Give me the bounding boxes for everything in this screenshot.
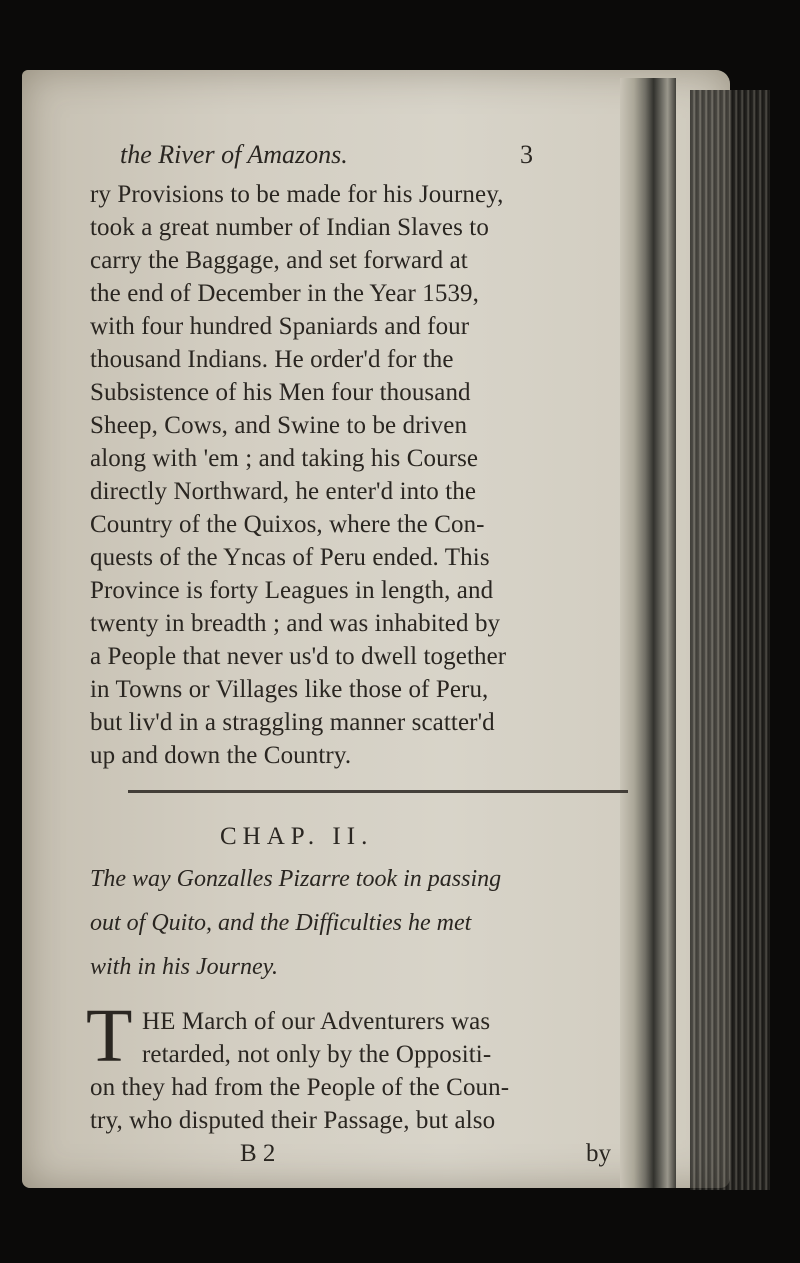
body-text: [90, 178, 650, 772]
running-header: [90, 140, 650, 178]
chapter-heading: CHAP. II.: [220, 823, 374, 850]
text-line: thousand Indians. He order'd for the: [90, 346, 454, 373]
page-edges: [690, 90, 770, 1190]
text-line: but liv'd in a straggling manner scatter'd: [90, 709, 495, 736]
text-line: Subsistence of his Men four thousand: [90, 379, 471, 406]
text-line: quests of the Yncas of Peru ended. This: [90, 544, 490, 571]
text-line: in Towns or Villages like those of Peru,: [90, 676, 489, 703]
catchword: by: [586, 1140, 611, 1167]
page-footer: [90, 1137, 650, 1170]
subtitle-line: with in his Journey.: [90, 954, 278, 980]
text-line: Country of the Quixos, where the Con-: [90, 511, 485, 538]
page-number: 3: [520, 140, 533, 169]
chapter-subtitle: [90, 863, 650, 983]
text-line: on they had from the People of the Coun-: [90, 1074, 510, 1101]
page-text: [86, 140, 650, 1170]
text-line: Province is forty Leagues in length, and: [90, 577, 494, 604]
text-line: took a great number of Indian Slaves to: [90, 214, 489, 241]
text-line: ry Provisions to be made for his Journey,: [90, 181, 504, 208]
text-line: twenty in breadth ; and was inhabited by: [90, 610, 501, 637]
text-line: retarded, not only by the Oppositi-: [142, 1041, 492, 1068]
chapter-paragraph: [86, 994, 650, 1137]
signature-mark: B 2: [240, 1140, 276, 1167]
text-line: carry the Baggage, and set forward at: [90, 247, 468, 274]
text-line: a People that never us'd to dwell together: [90, 643, 507, 670]
subtitle-line: out of Quito, and the Difficulties he met: [90, 910, 472, 936]
section-divider: [128, 790, 628, 793]
text-line: the end of December in the Year 1539,: [90, 280, 480, 307]
text-line: try, who disputed their Passage, but also: [90, 1107, 496, 1134]
drop-cap: T: [86, 994, 133, 1078]
subtitle-line: The way Gonzalles Pizarre took in passing: [90, 866, 502, 892]
text-line: HE March of our Adventurers was: [142, 1008, 491, 1035]
text-line: with four hundred Spaniards and four: [90, 313, 470, 340]
text-line: directly Northward, he enter'd into the: [90, 478, 477, 505]
text-line: Sheep, Cows, and Swine to be driven: [90, 412, 468, 439]
text-line: up and down the Country.: [90, 742, 352, 769]
running-title: the River of Amazons.: [120, 140, 348, 169]
text-line: along with 'em ; and taking his Course: [90, 445, 479, 472]
